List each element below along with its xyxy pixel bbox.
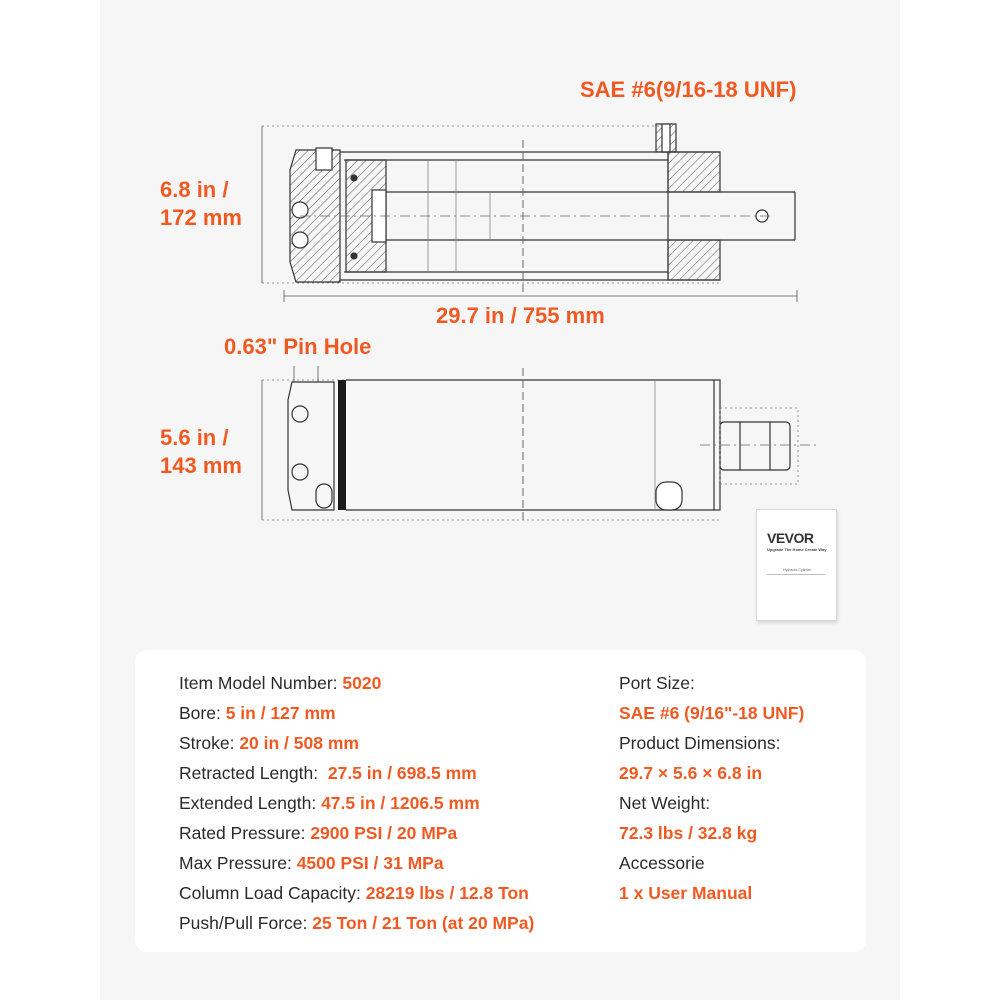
weight-label: Net Weight: bbox=[619, 793, 711, 813]
spec-row-bore: Bore: 5 in / 127 mm bbox=[179, 703, 336, 723]
top-height-label-line2: 172 mm bbox=[160, 205, 242, 230]
bottom-cylinder-exterior-view bbox=[262, 366, 820, 522]
spec-row-extended-length: Extended Length: 47.5 in / 1206.5 mm bbox=[179, 793, 480, 813]
specifications-card bbox=[135, 650, 866, 952]
dimensions-value: 29.7 × 5.6 × 6.8 in bbox=[619, 763, 763, 783]
spec-row-stroke: Stroke: 20 in / 508 mm bbox=[179, 733, 359, 753]
accessory-label: Accessorie bbox=[619, 853, 705, 873]
length-dimension-line bbox=[284, 290, 797, 302]
spec-row-model: Item Model Number: 5020 bbox=[179, 673, 382, 693]
spec-row-rated-pressure: Rated Pressure: 2900 PSI / 20 MPa bbox=[179, 823, 458, 843]
spec-row-retracted-length: Retracted Length: 27.5 in / 698.5 mm bbox=[179, 763, 477, 783]
spec-column-left bbox=[179, 668, 534, 938]
spec-row-column-load: Column Load Capacity: 28219 lbs / 12.8 Ton bbox=[179, 883, 529, 903]
spec-row-push-pull: Push/Pull Force: 25 Ton / 21 Ton (at 20 MPa) bbox=[179, 913, 535, 933]
user-manual-image bbox=[756, 509, 837, 621]
port-size-value: SAE #6 (9/16"-18 UNF) bbox=[619, 703, 805, 723]
manual-doc-title: Hydraulic Cylinder bbox=[783, 568, 812, 572]
top-height-label-line1: 6.8 in / bbox=[160, 177, 229, 202]
manual-tagline: Upgrade The Home Create Way bbox=[767, 547, 827, 552]
weight-value: 72.3 lbs / 32.8 kg bbox=[619, 823, 758, 843]
length-label: 29.7 in / 755 mm bbox=[436, 303, 605, 328]
manual-divider bbox=[767, 574, 825, 575]
top-cylinder-section-view bbox=[262, 124, 795, 292]
port-size-label: Port Size: bbox=[619, 673, 695, 693]
pin-hole-callout: 0.63" Pin Hole bbox=[224, 334, 372, 359]
bottom-height-label-line2: 143 mm bbox=[160, 453, 242, 478]
manual-brand-logo: VEVOR bbox=[767, 530, 814, 546]
accessory-value: 1 x User Manual bbox=[619, 883, 753, 903]
port-size-callout: SAE #6(9/16-18 UNF) bbox=[580, 77, 797, 102]
bottom-height-label-line1: 5.6 in / bbox=[160, 425, 229, 450]
dimensions-label: Product Dimensions: bbox=[619, 733, 781, 753]
spec-column-right bbox=[619, 668, 804, 908]
spec-row-max-pressure: Max Pressure: 4500 PSI / 31 MPa bbox=[179, 853, 444, 873]
